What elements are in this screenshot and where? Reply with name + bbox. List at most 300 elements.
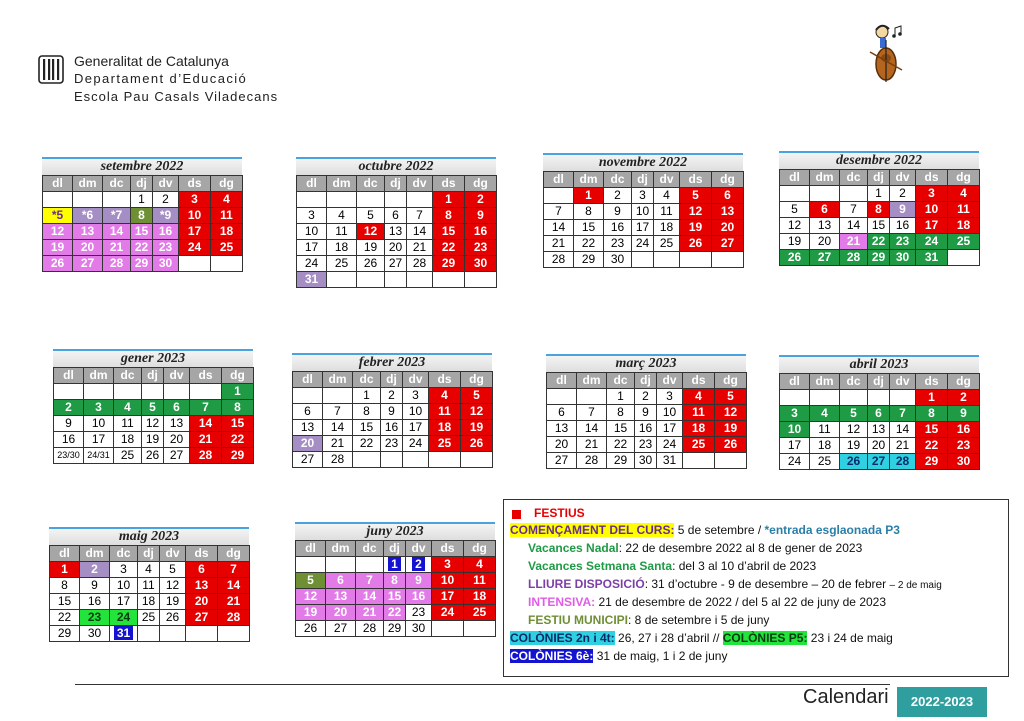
day-cell: 7 [407,208,433,224]
month-table [295,540,496,637]
day-cell: 20 [73,240,103,256]
empty-day-cell [160,626,186,642]
weekday-label: dg [712,172,744,188]
day-cell: 13 [164,416,190,432]
day-cell: 4 [464,557,496,573]
day-cell: 5 [160,562,186,578]
day-cell: 15 [384,589,406,605]
weekday-label: ds [432,541,464,557]
empty-day-cell [810,390,840,406]
day-cell: 10 [432,573,464,589]
day-cell: 26 [357,256,385,272]
day-cell: 17 [403,420,429,436]
day-cell: 18 [948,218,980,234]
day-cell: 7 [323,404,353,420]
day-cell: 8 [131,208,153,224]
day-cell: 10 [84,416,114,432]
weekday-label: ds [190,368,222,384]
month-title: octubre 2022 [296,157,496,175]
day-cell: 23/30 [54,448,84,464]
day-cell: 2 [54,400,84,416]
day-cell: 26 [715,437,747,453]
legend-municipi [528,613,769,627]
header-org: Generalitat de Catalunya [74,53,229,69]
week-row [293,388,493,404]
weekday-label: dm [73,176,103,192]
day-cell: 1 [131,192,153,208]
weekday-label: dg [465,176,497,192]
month-table [543,171,744,268]
month-calendar [49,527,250,642]
day-cell: 28 [840,250,868,266]
day-cell: 10 [657,405,683,421]
month-title: gener 2023 [53,349,253,367]
legend-lliure-label: LLIURE DISPOSICIÓ [528,577,645,591]
day-cell: 17 [297,240,327,256]
day-cell: 26 [160,610,186,626]
month-title: juny 2023 [295,522,495,540]
weekday-header-row [544,172,744,188]
day-cell: 19 [780,234,810,250]
day-cell: 7 [577,405,607,421]
legend-colonies [510,631,893,645]
day-cell: 26 [840,454,868,470]
week-row [780,250,980,266]
day-cell: 3 [780,406,810,422]
weekday-label: dv [654,172,680,188]
weekday-label: dj [138,546,160,562]
weekday-header-row [43,176,243,192]
day-cell: 14 [577,421,607,437]
day-cell: 19 [840,438,868,454]
week-row [296,573,496,589]
day-cell: 18 [654,220,680,236]
day-cell: 31 [297,272,327,288]
day-cell: 2 [80,562,110,578]
day-cell: 27 [293,452,323,468]
weekday-label: dc [356,541,384,557]
day-cell: 26 [461,436,493,452]
empty-day-cell [715,453,747,469]
festius-swatch [512,510,521,519]
day-cell: 16 [604,220,632,236]
day-cell: 13 [868,422,890,438]
day-cell: 6 [868,406,890,422]
legend-festius: FESTIUS [534,506,585,520]
day-cell: 23 [465,240,497,256]
weekday-label: dj [635,373,657,389]
day-cell: 23 [604,236,632,252]
empty-day-cell [464,621,496,637]
day-cell: 6 [712,188,744,204]
day-cell: 2 [153,192,179,208]
day-cell: 2 [635,389,657,405]
day-cell: 8 [433,208,465,224]
weekday-label: dj [632,172,654,188]
month-table [42,175,243,272]
empty-day-cell [868,390,890,406]
week-row [297,192,497,208]
day-cell: 12 [780,218,810,234]
day-cell: 1 [222,384,254,400]
week-row [544,204,744,220]
week-row [43,224,243,240]
weekday-label: dg [222,368,254,384]
week-row [54,384,254,400]
day-cell: 5 [840,406,868,422]
week-row [780,422,980,438]
week-row [544,220,744,236]
day-cell: 19 [680,220,712,236]
day-cell: 27 [712,236,744,252]
day-cell: 18 [683,421,715,437]
month-table [546,372,747,469]
day-cell: 22 [131,240,153,256]
day-cell: 20 [868,438,890,454]
week-row [544,252,744,268]
week-row [50,594,250,610]
weekday-header-row [293,372,493,388]
weekday-label: dg [218,546,250,562]
day-cell: 16 [54,432,84,448]
week-row [780,438,980,454]
month-calendar [53,349,254,464]
day-cell: 10 [110,578,138,594]
empty-day-cell [190,384,222,400]
empty-day-cell [54,384,84,400]
day-cell: 21 [323,436,353,452]
week-row [54,432,254,448]
week-row [296,605,496,621]
weekday-label: dl [780,170,810,186]
empty-day-cell [403,452,429,468]
day-cell: 13 [73,224,103,240]
day-cell: 15 [222,416,254,432]
month-title: març 2023 [546,354,746,372]
legend-inici-text: 5 de setembre / [674,523,765,537]
day-cell: 23 [948,438,980,454]
day-cell: 19 [715,421,747,437]
week-row [54,416,254,432]
day-cell: 7 [840,202,868,218]
day-cell: 12 [142,416,164,432]
day-cell: 1 [433,192,465,208]
day-cell: 21 [544,236,574,252]
legend-col24-text: 26, 27 i 28 d’abril // [614,631,723,645]
day-cell: 27 [164,448,190,464]
week-row [780,234,980,250]
day-cell: 3 [916,186,948,202]
day-cell: 18 [464,589,496,605]
day-cell: 15 [50,594,80,610]
empty-day-cell [890,390,916,406]
day-cell: 29 [433,256,465,272]
day-cell: 3 [657,389,683,405]
day-cell: 28 [577,453,607,469]
weekday-label: dc [114,368,142,384]
day-cell: 14 [218,578,250,594]
day-cell: 9 [948,406,980,422]
week-row [296,589,496,605]
day-cell: 1 [353,388,381,404]
day-cell: 4 [327,208,357,224]
day-cell: 1 [574,188,604,204]
day-cell: 11 [429,404,461,420]
empty-day-cell [432,621,464,637]
empty-day-cell [712,252,744,268]
weekday-header-row [547,373,747,389]
day-cell: 4 [654,188,680,204]
day-cell: 6 [164,400,190,416]
weekday-header-row [296,541,496,557]
day-cell: 10 [632,204,654,220]
week-row [43,256,243,272]
weekday-label: dl [54,368,84,384]
day-cell: 2 [465,192,497,208]
day-cell: 30 [890,250,916,266]
day-cell: 8 [353,404,381,420]
header-school: Escola Pau Casals Viladecans [74,89,279,104]
day-cell: 14 [890,422,916,438]
day-cell: 24 [657,437,683,453]
day-cell: 25 [429,436,461,452]
day-cell: 19 [461,420,493,436]
day-cell: 20 [385,240,407,256]
day-cell: 19 [296,605,326,621]
day-cell: 3 [84,400,114,416]
empty-day-cell [357,192,385,208]
day-cell: 3 [632,188,654,204]
day-cell: 4 [810,406,840,422]
week-row [780,454,980,470]
day-cell: 17 [84,432,114,448]
day-cell: 28 [890,454,916,470]
day-cell [384,557,406,573]
day-cell: 28 [544,252,574,268]
weekday-label: dj [381,372,403,388]
day-cell: 2 [890,186,916,202]
day-cell: 15 [868,218,890,234]
day-cell: 21 [190,432,222,448]
day-cell: 24 [916,234,948,250]
day-cell: 23 [406,605,432,621]
empty-day-cell [385,192,407,208]
week-row [544,236,744,252]
day-cell: 18 [138,594,160,610]
empty-day-cell [632,252,654,268]
day-cell: *9 [153,208,179,224]
day-cell: 9 [381,404,403,420]
weekday-label: dj [868,374,890,390]
day-cell: 9 [80,578,110,594]
day-cell: 13 [547,421,577,437]
day-cell: 4 [211,192,243,208]
day-cell: 5 [142,400,164,416]
day-cell: 25 [211,240,243,256]
weekday-label: dg [948,170,980,186]
day-cell: 13 [186,578,218,594]
day-cell: 18 [211,224,243,240]
day-cell: 17 [179,224,211,240]
day-cell: 23 [153,240,179,256]
day-cell: 24 [780,454,810,470]
day-cell: 11 [683,405,715,421]
day-cell: 24/31 [84,448,114,464]
day-cell: 29 [131,256,153,272]
empty-day-cell [577,389,607,405]
week-row [54,448,254,464]
weekday-label: dj [131,176,153,192]
day-cell: 19 [43,240,73,256]
weekday-label: dc [103,176,131,192]
legend-inici-label: COMENÇAMENT DEL CURS: [510,523,675,537]
empty-day-cell [179,256,211,272]
day-cell: 24 [110,610,138,626]
day-cell: 27 [73,256,103,272]
month-title: abril 2023 [779,355,979,373]
month-table [296,175,497,288]
day-cell: 14 [356,589,384,605]
day-cell: 16 [635,421,657,437]
day-cell: 22 [916,438,948,454]
empty-day-cell [218,626,250,642]
weekday-label: dl [43,176,73,192]
day-cell: 25 [810,454,840,470]
weekday-label: dm [84,368,114,384]
day-cell: 22 [433,240,465,256]
legend-nadal-text: : 22 de desembre 2022 al 8 de gener de 2023 [618,541,863,555]
day-cell: 12 [840,422,868,438]
day-cell: 3 [297,208,327,224]
legend-ss-label: Vacances Setmana Santa [528,559,673,573]
day-cell [406,557,432,573]
day-cell: 11 [327,224,357,240]
day-cell: 24 [403,436,429,452]
legend-intensiva-label: INTENSIVA: [528,595,596,609]
day-cell: 26 [680,236,712,252]
weekday-label: dj [868,170,890,186]
day-number: 31 [114,626,133,640]
day-cell: 10 [403,404,429,420]
day-cell: 17 [110,594,138,610]
empty-day-cell [73,192,103,208]
day-number: 2 [412,557,425,571]
legend-col6-text: 31 de maig, 1 i 2 de juny [593,649,728,663]
day-cell: 8 [50,578,80,594]
day-cell: 11 [948,202,980,218]
day-cell: 21 [407,240,433,256]
month-title: novembre 2022 [543,153,743,171]
empty-day-cell [323,388,353,404]
legend-intensiva-text: 21 de desembre de 2022 / del 5 al 22 de juny de 2023 [595,595,887,609]
day-cell: 1 [868,186,890,202]
month-title: febrer 2023 [292,353,492,371]
legend-box [503,499,1009,677]
empty-day-cell [211,256,243,272]
month-table [49,545,250,642]
empty-day-cell [114,384,142,400]
day-cell: 13 [326,589,356,605]
day-cell: 4 [138,562,160,578]
week-row [780,218,980,234]
day-cell: 24 [432,605,464,621]
day-cell: 9 [54,416,84,432]
empty-day-cell [407,192,433,208]
week-row [293,436,493,452]
day-cell: 31 [916,250,948,266]
day-cell: 19 [160,594,186,610]
footer-year-badge: 2022-2023 [897,687,987,717]
day-cell: 15 [433,224,465,240]
month-table [779,373,980,470]
empty-day-cell [840,390,868,406]
empty-day-cell [164,384,190,400]
empty-day-cell [138,626,160,642]
day-cell: 8 [868,202,890,218]
day-cell: 11 [114,416,142,432]
empty-day-cell [407,272,433,288]
day-cell: 4 [948,186,980,202]
weekday-label: dl [50,546,80,562]
month-calendar [292,353,493,468]
weekday-label: dc [110,546,138,562]
legend-lliure-small: – 2 de maig [889,580,942,591]
day-cell: 28 [103,256,131,272]
day-cell: 10 [179,208,211,224]
week-row [297,240,497,256]
weekday-label: dg [211,176,243,192]
weekday-label: ds [916,170,948,186]
week-row [297,256,497,272]
weekday-label: dv [407,176,433,192]
week-row [297,208,497,224]
empty-day-cell [547,389,577,405]
week-row [43,208,243,224]
day-cell: 24 [297,256,327,272]
day-cell: 26 [43,256,73,272]
weekday-label: dm [327,176,357,192]
day-cell: 18 [810,438,840,454]
weekday-label: ds [429,372,461,388]
day-cell: 15 [607,421,635,437]
weekday-label: dv [890,170,916,186]
weekday-label: ds [916,374,948,390]
week-row [780,406,980,422]
weekday-label: ds [186,546,218,562]
day-cell: 2 [604,188,632,204]
week-row [50,610,250,626]
day-cell: 30 [153,256,179,272]
day-cell [110,626,138,642]
day-cell: 14 [544,220,574,236]
day-cell: *7 [103,208,131,224]
day-cell: 20 [164,432,190,448]
week-row [544,188,744,204]
legend-intensiva [528,595,886,609]
empty-day-cell [461,452,493,468]
day-cell: 8 [574,204,604,220]
empty-day-cell [840,186,868,202]
day-cell: 4 [114,400,142,416]
day-number: 1 [388,557,401,571]
empty-day-cell [103,192,131,208]
empty-day-cell [353,452,381,468]
legend-inici-extra: *entrada esglaonada P3 [764,523,900,537]
month-title: setembre 2022 [42,157,242,175]
month-table [53,367,254,464]
day-cell: 22 [353,436,381,452]
day-cell: 13 [712,204,744,220]
